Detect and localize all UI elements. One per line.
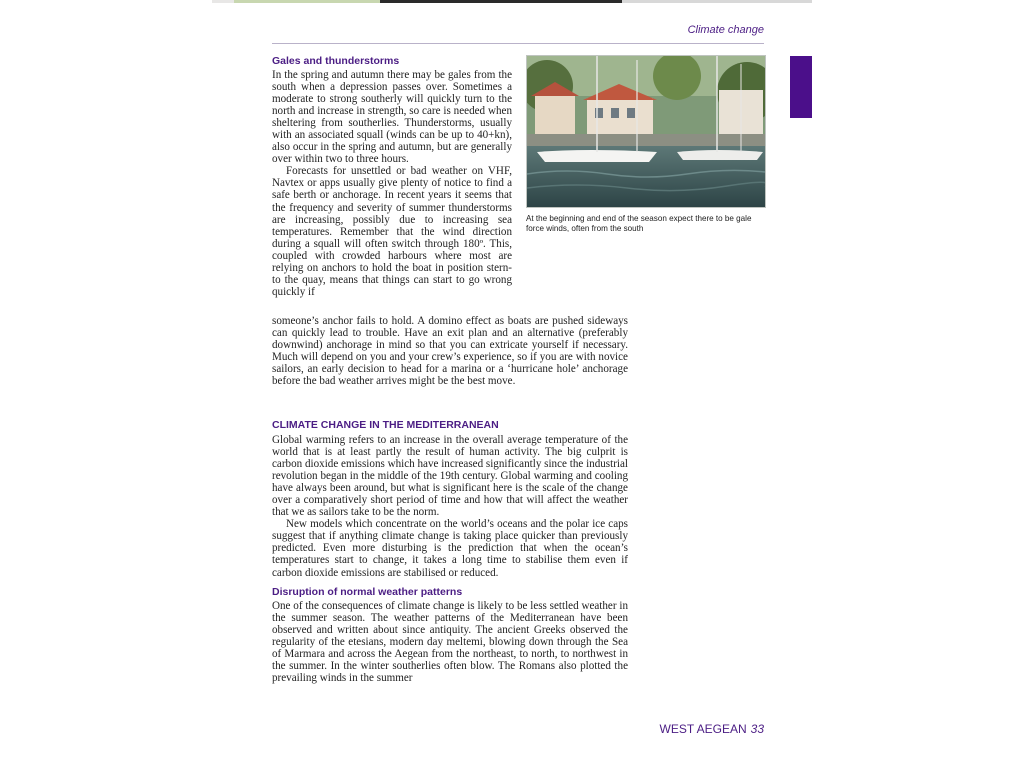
page-number: 33 [750, 722, 764, 736]
gales-paragraph-1: In the spring and autumn there may be gales from the south when a depression passes over. Sometimes a moderate to strong southerly will quickly turn to the north and increase in strength, so care is needed when sheltering from southerlies. Thunderstorms, usually with an associated squall (winds can be up to 40+kn), also occur in the spring and autumn, but are generally over within two to three hours. [272, 69, 512, 166]
page-footer [660, 722, 765, 736]
gales-paragraph-2-continued: someone’s anchor fails to hold. A domino effect as boats are pushed sideways can quickly lead to trouble. Have an exit plan and an alternative (preferably downwind) anchorage in mind so that you can extricate yourself if necessary. Much will depend on you and your crew’s experience, so if you are with novice sailors, an early decision to head for a marina or a ‘hurricane hole’ anchorage before the bad weather arrives might be the best move. [272, 315, 628, 388]
top-color-bar [212, 0, 812, 3]
chapter-thumb-tab [790, 56, 812, 118]
section-heading-disruption: Disruption of normal weather patterns [272, 586, 463, 598]
photo-caption: At the beginning and end of the season expect there to be gale force winds, often from the south [526, 214, 752, 233]
header-rule [272, 43, 764, 44]
harbour-photo-illustration [527, 56, 765, 207]
gales-text-block [272, 69, 512, 298]
section-heading-climate-change: CLIMATE CHANGE IN THE MEDITERRANEAN [272, 419, 499, 431]
harbour-photo [526, 55, 766, 208]
footer-label: WEST AEGEAN [659, 722, 747, 736]
climate-text-block [272, 434, 628, 579]
disruption-text-block [272, 600, 628, 684]
climate-paragraph-2: New models which concentrate on the world’s oceans and the polar ice caps suggest that if anything climate change is taking place quicker than previously predicted. Even more disturbing is the prediction that when the ocean’s temperatures start to change, it takes a long time to stabilise them even if carbon dioxide emissions are stabilised or reduced. [272, 518, 628, 579]
disruption-paragraph-1: One of the consequences of climate change is likely to be less settled weather in the summer season. The weather patterns of the Mediterranean have been observed and written about since antiquity. The ancient Greeks observed the regularity of the etesians, modern day meltemi, blowing down through the Sea of Marmara and across the Aegean from the northeast, to north, to northwest in the summer. In the winter southerlies often blow. The Romans also plotted the prevailing winds in the summer [272, 600, 628, 685]
section-heading-gales: Gales and thunderstorms [272, 55, 400, 67]
climate-paragraph-1: Global warming refers to an increase in the overall average temperature of the world that is at least partly the result of human activity. The big culprit is carbon dioxide emissions which have increased significantly since the industrial revolution began in the middle of the 19th century. Global warming and cooling have always been around, but what is significant here is the scale of the change over a comparatively short period of time and how that will affect the weather that we as sailors take to be the norm. [272, 434, 628, 519]
running-head: Climate change [687, 24, 764, 36]
gales-paragraph-2: Forecasts for unsettled or bad weather on VHF, Navtex or apps usually give plenty of notice to find a safe berth or anchorage. In recent years it seems that the frequency and severity of summer thunderstorms are increasing, possibly due to increasing sea temperatures. Remember that the wind direction during a squall will often switch through 180º. This, coupled with crowded harbours where most are relying on anchors to hold the boat in position stern-to the quay, means that things can start to go wrong quickly if [272, 165, 512, 298]
